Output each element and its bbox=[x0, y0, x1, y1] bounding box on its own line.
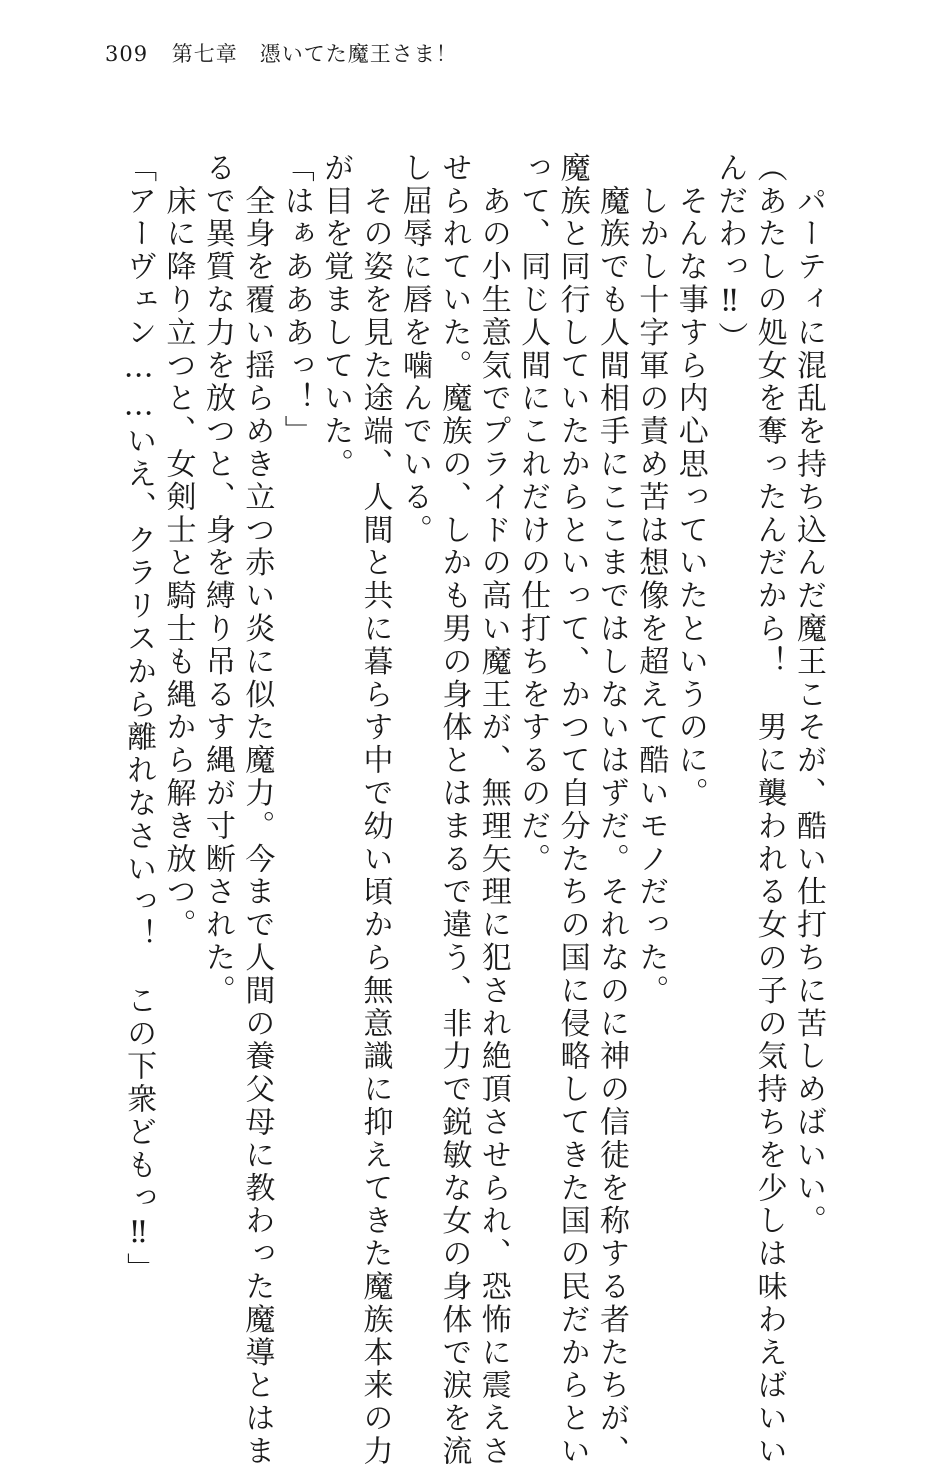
text-line: 全身を覆い揺らめき立つ赤い炎に似た魔力。今まで人間の養父母に教わった魔導とはま bbox=[239, 152, 275, 1468]
vertical-body-text bbox=[119, 152, 828, 1468]
text-line: しかし十字軍の責め苦は想像を超えて酷いモノだった。 bbox=[633, 152, 669, 1008]
text-line: し屈辱に唇を噛んでいる。 bbox=[396, 152, 432, 547]
text-line: 床に降り立つと、女剣士と騎士も縄から解き放つ。 bbox=[160, 152, 196, 942]
chapter-title: 第七章 憑いてた魔王さま！ bbox=[171, 42, 458, 66]
text-line: るで異質な力を放つと、身を縛り吊るす縄が寸断された。 bbox=[199, 152, 235, 1008]
text-line: 「はぁあああっ！」 bbox=[278, 152, 314, 449]
text-line: 魔族と同行していたからといって、かつて自分たちの国に侵略してきた国の民だからとい bbox=[554, 152, 590, 1468]
text-line: パーティに混乱を持ち込んだ魔王こそが、酷い仕打ちに苦しめばいい。 bbox=[791, 152, 826, 1238]
text-line: 「アーヴェン……いえ、クラリスから離れなさいっ！ この下衆どもっ‼」 bbox=[121, 152, 157, 1286]
page-number: 309 bbox=[105, 42, 149, 66]
text-line: あの小生意気でプライドの高い魔王が、無理矢理に犯され絶頂させられ、恐怖に震えさ bbox=[475, 152, 511, 1468]
text-line: そんな事すら内心思っていたというのに。 bbox=[672, 152, 708, 810]
running-header bbox=[105, 44, 458, 65]
text-line: その姿を見た途端、人間と共に暮らす中で幼い頃から無意識に抑えてきた魔族本来の力 bbox=[357, 152, 393, 1468]
text-line: 魔族でも人間相手にここまではしないはずだ。それなのに神の信徒を称する者たちが、 bbox=[593, 152, 629, 1468]
text-line: せられていた。魔族の、しかも男の身体とはまるで違う、非力で鋭敏な女の身体で涙を流 bbox=[436, 152, 472, 1468]
text-line: んだわっ‼） bbox=[712, 152, 748, 355]
text-line: が目を覚ましていた。 bbox=[318, 152, 354, 481]
text-line: （あたしの処女を奪ったんだから！ 男に襲われる女の子の気持ちを少しは味わえばいい bbox=[751, 152, 787, 1468]
text-line: って、同じ人間にこれだけの仕打ちをするのだ。 bbox=[515, 152, 551, 876]
